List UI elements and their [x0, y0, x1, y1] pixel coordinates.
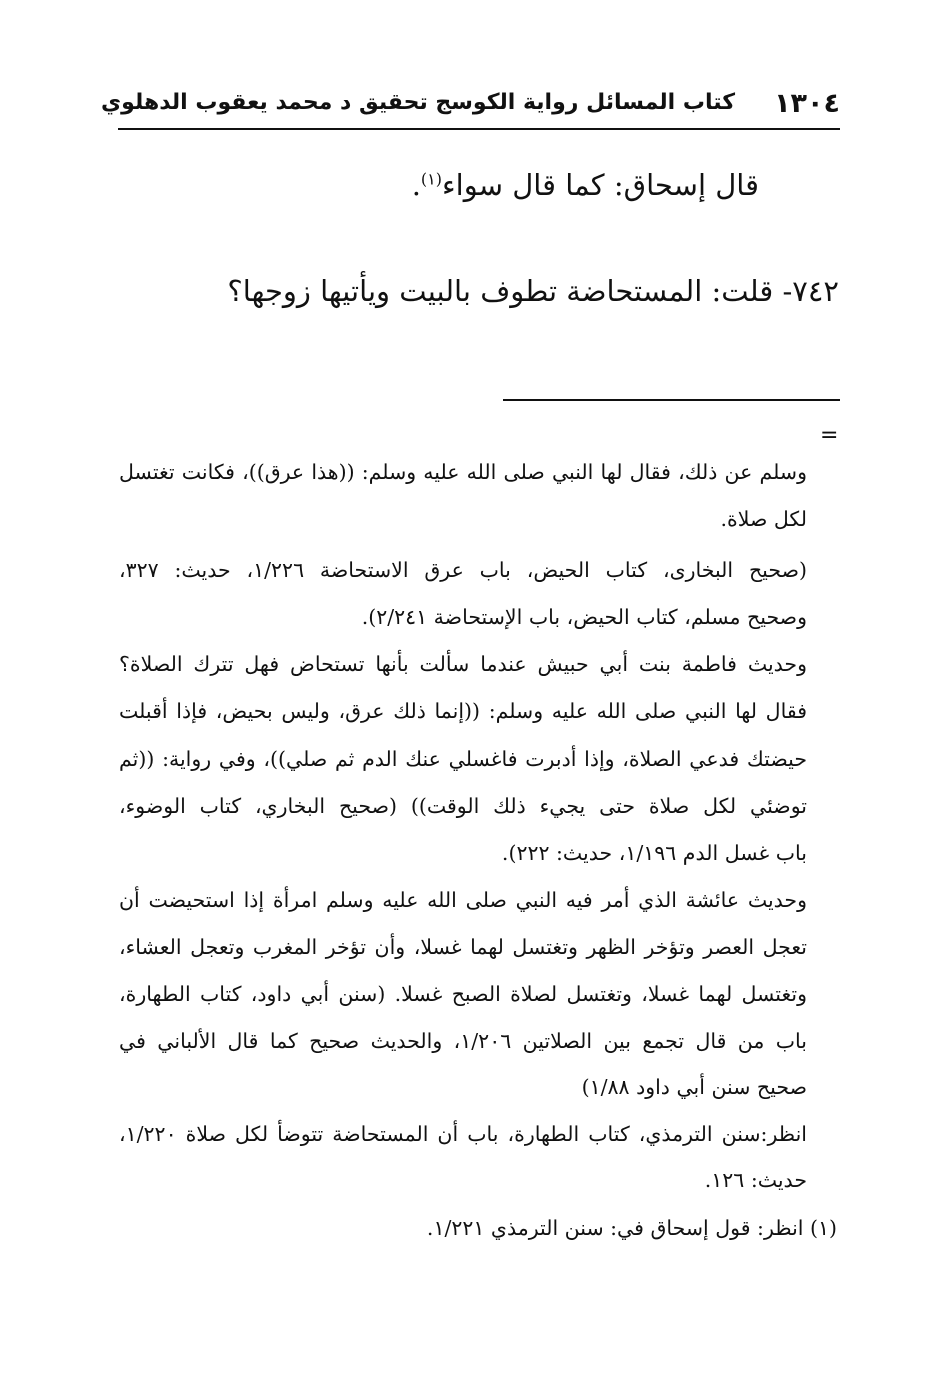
- ishaq-statement-end: .: [411, 168, 421, 202]
- footnote-line: صحيح سنن أبي داود ١/٨٨): [581, 1075, 807, 1099]
- footnote-line: وصحيح مسلم، كتاب الحيض، باب الإستحاضة ٢/٢٤١).: [361, 605, 807, 629]
- footnote-line: باب من قال تجمع بين الصلاتين ١/٢٠٦، والحديث صحيح كما قال الألباني في: [119, 1029, 808, 1053]
- question-742: ٧٤٢- قلت: المستحاضة تطوف بالبيت ويأتيها زوجها؟: [227, 274, 839, 308]
- running-title: كتاب المسائل رواية الكوسج تحقيق د محمد يعقوب الدهلوي: [101, 90, 735, 115]
- page-header: [101, 84, 840, 126]
- continuation-mark: =: [820, 423, 839, 448]
- footnote-line: فقال لها النبي صلى الله عليه وسلم: ((إنما ذلك عرق، وليس بحيض، فإذا أقبلت: [119, 699, 807, 723]
- footnote-line: (صحيح البخارى، كتاب الحيض، باب عرق الاستحاضة ١/٢٢٦، حديث: ٣٢٧،: [119, 558, 808, 582]
- footnote-separator: [503, 399, 840, 401]
- page-number: ١٣٠٤: [774, 88, 840, 119]
- ishaq-statement: [412, 168, 759, 202]
- footnote-line: وحديث عائشة الذي أمر فيه النبي صلى الله عليه وسلم امرأة إذا استحيضت أن: [119, 888, 807, 912]
- footnote-line: وحديث فاطمة بنت أبي حبيش عندما سألت بأنها تستحاض فهل تترك الصلاة؟: [119, 652, 807, 676]
- footnote-line: تعجل العصر وتؤخر الظهر وتغتسل لهما غسلا، وأن تؤخر المغرب وتعجل العشاء،: [119, 935, 807, 959]
- footnote-ref-1: (١): [420, 169, 443, 189]
- header-rule: [118, 128, 840, 130]
- footnote-line: لكل صلاة.: [720, 507, 807, 531]
- ishaq-statement-text: قال إسحاق: كما قال سواء: [442, 168, 759, 202]
- footnote-line: حديث: ١٢٦.: [704, 1168, 807, 1192]
- footnote-line: حيضتك فدعي الصلاة، وإذا أدبرت فاغسلي عنك الدم ثم صلي))، وفي رواية: ((ثم: [119, 747, 807, 771]
- footnote-line: وسلم عن ذلك، فقال لها النبي صلى الله عليه وسلم: ((هذا عرق))، فكانت تغتسل: [119, 460, 807, 484]
- footnote-line: توضئي لكل صلاة حتى يجيء ذلك الوقت)) (صحيح البخاري، كتاب الوضوء،: [119, 794, 807, 818]
- footnote-line: وتغتسل لهما غسلا، وتغتسل لصلاة الصبح غسلا. (سنن أبي داود، كتاب الطهارة،: [119, 982, 807, 1006]
- footnote-1: (١) انظر: قول إسحاق في: سنن الترمذي ١/٢٢١.: [426, 1216, 837, 1240]
- footnote-line: انظر:سنن الترمذي، كتاب الطهارة، باب أن المستحاضة تتوضأ لكل صلاة ١/٢٢٠،: [119, 1122, 807, 1146]
- footnote-line: باب غسل الدم ١/١٩٦، حديث: ٢٢٢).: [501, 841, 807, 865]
